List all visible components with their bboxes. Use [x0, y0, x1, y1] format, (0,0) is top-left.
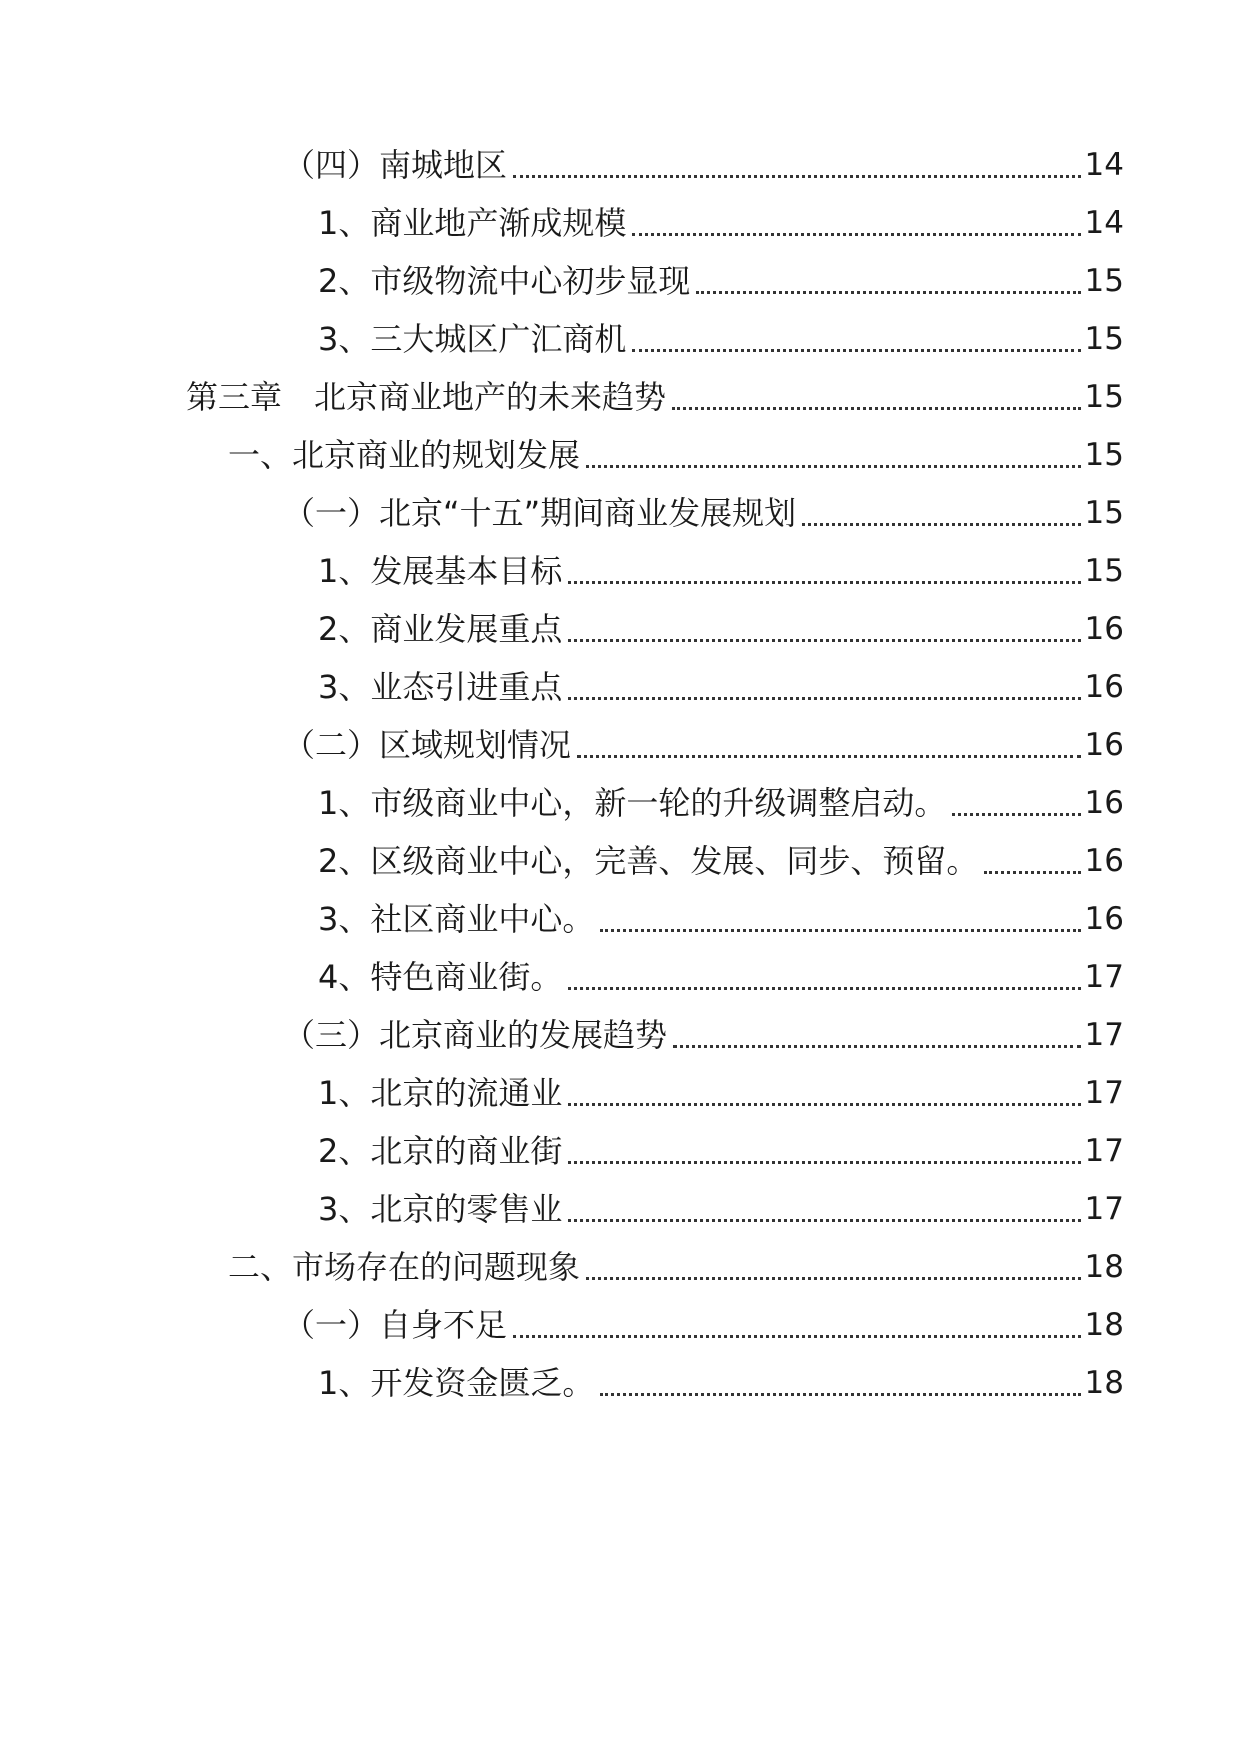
- toc-dot-leader: [984, 871, 1080, 874]
- toc-page-number: 17: [1084, 959, 1124, 995]
- toc-entry-title: 3、业态引进重点: [318, 668, 563, 706]
- toc-entry-title: 2、市级物流中心初步显现: [318, 262, 691, 300]
- toc-page-number: 18: [1084, 1307, 1124, 1343]
- toc-entry-subsection[interactable]: [283, 484, 1124, 542]
- toc-entry-title: （四）南城地区: [283, 146, 508, 184]
- toc-entry-chapter[interactable]: [186, 368, 1124, 426]
- toc-page-number: 17: [1084, 1017, 1124, 1053]
- toc-entry-item[interactable]: [318, 1064, 1124, 1122]
- toc-page-number: 16: [1084, 901, 1124, 937]
- toc-dot-leader: [577, 755, 1081, 758]
- toc-page-number: 16: [1084, 727, 1124, 763]
- toc-entry-title: 1、北京的流通业: [318, 1074, 563, 1112]
- toc-dot-leader: [513, 175, 1081, 178]
- toc-entry-title: 第三章 北京商业地产的未来趋势: [186, 378, 667, 416]
- toc-entry-title: 2、区级商业中心，完善、发展、同步、预留。: [318, 842, 979, 880]
- toc-entry-item[interactable]: [318, 832, 1124, 890]
- toc-entry-item[interactable]: [318, 600, 1124, 658]
- toc-page-number: 17: [1084, 1191, 1124, 1227]
- toc-entry-title: （一）北京“十五”期间商业发展规划: [283, 494, 797, 532]
- toc-dot-leader: [952, 813, 1080, 816]
- toc-dot-leader: [802, 523, 1080, 526]
- toc-entry-section[interactable]: [228, 1238, 1124, 1296]
- toc-entry-item[interactable]: [318, 542, 1124, 600]
- toc-entry-subsection[interactable]: [283, 1296, 1124, 1354]
- toc-dot-leader: [568, 581, 1080, 584]
- toc-dot-leader: [632, 233, 1080, 236]
- toc-entry-title: 2、商业发展重点: [318, 610, 563, 648]
- toc-dot-leader: [672, 407, 1081, 410]
- toc-dot-leader: [568, 639, 1080, 642]
- toc-entry-title: 1、发展基本目标: [318, 552, 563, 590]
- toc-page-number: 15: [1084, 553, 1124, 589]
- toc-dot-leader: [600, 929, 1080, 932]
- toc-dot-leader: [586, 465, 1081, 468]
- toc-entry-title: 1、商业地产渐成规模: [318, 204, 627, 242]
- toc-entry-item[interactable]: [318, 774, 1124, 832]
- toc-page-number: 15: [1084, 263, 1124, 299]
- toc-entry-item[interactable]: [318, 194, 1124, 252]
- toc-entry-title: 3、北京的零售业: [318, 1190, 563, 1228]
- toc-page-number: 14: [1084, 205, 1124, 241]
- toc-entry-item[interactable]: [318, 252, 1124, 310]
- toc-entry-title: （一）自身不足: [283, 1306, 508, 1344]
- toc-entry-title: 4、特色商业街。: [318, 958, 563, 996]
- toc-page-number: 16: [1084, 669, 1124, 705]
- toc-page-number: 17: [1084, 1075, 1124, 1111]
- toc-dot-leader: [568, 987, 1080, 990]
- toc-entry-title: 2、北京的商业街: [318, 1132, 563, 1170]
- toc-entry-item[interactable]: [318, 948, 1124, 1006]
- toc-entry-item[interactable]: [318, 310, 1124, 368]
- toc-dot-leader: [696, 291, 1080, 294]
- toc-entry-subsection[interactable]: [283, 716, 1124, 774]
- toc-entry-item[interactable]: [318, 1354, 1124, 1412]
- toc-page-number: 15: [1084, 379, 1124, 415]
- toc-entry-subsection[interactable]: [283, 1006, 1124, 1064]
- toc-dot-leader: [568, 1103, 1080, 1106]
- toc-entry-item[interactable]: [318, 890, 1124, 948]
- toc-entry-title: （二）区域规划情况: [283, 726, 572, 764]
- toc-page-number: 15: [1084, 437, 1124, 473]
- toc-entry-title: 1、市级商业中心，新一轮的升级调整启动。: [318, 784, 947, 822]
- toc-page-number: 15: [1084, 321, 1124, 357]
- toc-entry-title: （三）北京商业的发展趋势: [283, 1016, 668, 1054]
- toc-page-number: 18: [1084, 1365, 1124, 1401]
- toc-page-number: 17: [1084, 1133, 1124, 1169]
- toc-entry-item[interactable]: [318, 1180, 1124, 1238]
- toc-entry-title: 一、北京商业的规划发展: [228, 436, 581, 474]
- toc-dot-leader: [513, 1335, 1081, 1338]
- toc-entry-section[interactable]: [228, 426, 1124, 484]
- toc-dot-leader: [568, 697, 1080, 700]
- toc-page-number: 16: [1084, 611, 1124, 647]
- toc-page-number: 16: [1084, 843, 1124, 879]
- toc-entry-title: 二、市场存在的问题现象: [228, 1248, 581, 1286]
- toc-entry-title: 1、开发资金匮乏。: [318, 1364, 595, 1402]
- toc-page-number: 18: [1084, 1249, 1124, 1285]
- toc-entry-title: 3、三大城区广汇商机: [318, 320, 627, 358]
- toc-dot-leader: [586, 1277, 1081, 1280]
- toc-dot-leader: [568, 1219, 1080, 1222]
- toc-dot-leader: [568, 1161, 1080, 1164]
- toc-entry-item[interactable]: [318, 658, 1124, 716]
- toc-page-number: 16: [1084, 785, 1124, 821]
- toc-entry-subsection[interactable]: [283, 136, 1124, 194]
- toc-page-number: 15: [1084, 495, 1124, 531]
- toc-dot-leader: [673, 1045, 1081, 1048]
- toc-dot-leader: [600, 1393, 1080, 1396]
- toc-entry-item[interactable]: [318, 1122, 1124, 1180]
- toc-dot-leader: [632, 349, 1080, 352]
- toc-entry-title: 3、社区商业中心。: [318, 900, 595, 938]
- toc-page-number: 14: [1084, 147, 1124, 183]
